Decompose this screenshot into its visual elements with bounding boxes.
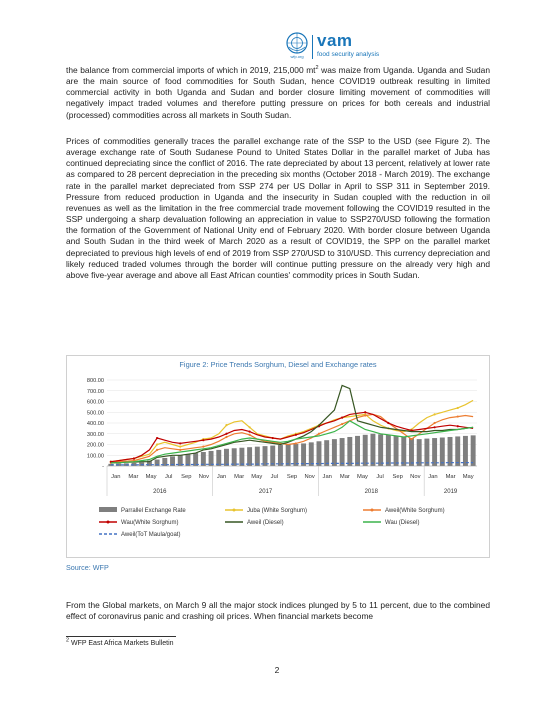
- x-tick-label: Jan: [428, 474, 438, 480]
- x-tick-label: Jan: [111, 474, 121, 480]
- legend-label: Wau(White Sorghum): [121, 520, 179, 526]
- logo-divider: [312, 35, 313, 59]
- exchange-rate-bar: [370, 434, 375, 466]
- exchange-rate-bar: [317, 441, 322, 466]
- y-tick-label: 500.00: [86, 410, 104, 417]
- exchange-rate-bar: [448, 437, 453, 466]
- legend-marker: [371, 509, 374, 512]
- series-point: [364, 414, 366, 416]
- logo-subtitle: food security analysis: [317, 51, 380, 58]
- exchange-rate-bar: [463, 436, 468, 466]
- exchange-rate-bar: [332, 439, 337, 466]
- series-point: [295, 442, 297, 444]
- x-tick-label: Mar: [445, 474, 456, 480]
- x-tick-label: Nov: [304, 474, 315, 480]
- exchange-rate-bar: [286, 445, 291, 467]
- y-tick-label: 300.00: [86, 431, 104, 438]
- series-point: [434, 426, 436, 428]
- year-label: 2018: [364, 489, 378, 495]
- series-point: [249, 431, 251, 433]
- x-tick-label: Jul: [164, 474, 173, 480]
- y-tick-label: 100.00: [86, 453, 104, 460]
- exchange-rate-bar: [424, 439, 429, 466]
- exchange-rate-bar: [255, 447, 260, 466]
- series-point: [457, 425, 459, 427]
- exchange-rate-bar: [270, 446, 275, 466]
- series-point: [387, 422, 389, 424]
- series-point: [202, 446, 204, 448]
- series-point: [457, 407, 459, 409]
- x-tick-label: Jan: [216, 474, 227, 480]
- exchange-rate-bar: [417, 439, 422, 466]
- exchange-rate-bar: [440, 438, 445, 466]
- series-point: [434, 413, 436, 415]
- exchange-rate-bar: [363, 435, 368, 466]
- exchange-rate-bar: [224, 449, 229, 466]
- series-point: [410, 438, 412, 440]
- exchange-rate-bar: [293, 444, 298, 466]
- series-point: [434, 422, 436, 424]
- series-point: [156, 437, 158, 439]
- legend-label: Aweil(ToT Maula/goat): [121, 532, 181, 538]
- exchange-rate-bar: [471, 435, 476, 466]
- exchange-rate-bar: [278, 445, 283, 466]
- y-tick-label: 200.00: [86, 442, 104, 449]
- exchange-rate-bar: [309, 442, 314, 466]
- x-tick-label: Jul: [376, 474, 384, 480]
- legend-marker: [107, 521, 110, 524]
- footnote-rule: [66, 636, 176, 637]
- x-tick-label: Sep: [286, 474, 298, 480]
- series-point: [457, 415, 459, 417]
- series-point: [202, 439, 204, 441]
- logo-org: wfp.org: [290, 54, 304, 59]
- series-point: [179, 449, 181, 451]
- figure-source: Source: WFP: [66, 563, 109, 572]
- exchange-rate-bar: [340, 438, 345, 466]
- chart-title: Figure 2: Price Trends Sorghum, Diesel and Exchange rates: [179, 360, 377, 369]
- page-number: 2: [274, 665, 280, 675]
- series-point: [341, 417, 343, 419]
- x-tick-label: Jan: [322, 474, 332, 480]
- series-point: [156, 449, 158, 451]
- legend-swatch: [99, 507, 117, 512]
- exchange-rate-bar: [394, 436, 399, 466]
- x-tick-label: Sep: [392, 474, 403, 480]
- paragraph-imports-b: was maize from Uganda. Uganda and Sudan are the main source of food commodities for South Sudan, hence COVID19 outbreak resulting in limited commercial activity in both Uganda and Sudan and border closure limiting movement of commodities will negatively impact traded volumes and therefore putting pressure on prices for both cereals and industrial (processed) commodities across all markets in South Sudan.: [66, 65, 490, 120]
- legend-label: Wau (Diesel): [385, 520, 420, 526]
- exchange-rate-bar: [432, 438, 437, 466]
- x-tick-label: Sep: [181, 474, 192, 480]
- footnote-text: WFP East Africa Markets Bulletin: [69, 640, 174, 647]
- exchange-rate-bar: [401, 437, 406, 466]
- exchange-rate-bar: [455, 436, 460, 466]
- exchange-rate-bar: [409, 438, 414, 466]
- wfp-vam-logo: [286, 32, 396, 64]
- series-point: [225, 424, 227, 426]
- x-tick-label: Nov: [410, 474, 421, 480]
- year-label: 2016: [153, 489, 167, 495]
- footnote-ref[interactable]: 2: [315, 65, 319, 72]
- footnote: [66, 637, 174, 647]
- paragraph-imports: [66, 65, 490, 121]
- y-tick-label: 600.00: [86, 399, 104, 406]
- exchange-rate-bar: [347, 437, 352, 466]
- exchange-rate-bar: [301, 443, 306, 466]
- paragraph-imports-a: the balance from commercial imports of which in 2019, 215,000 mt: [66, 65, 316, 75]
- x-tick-label: Jul: [270, 474, 279, 480]
- series-point: [295, 434, 297, 436]
- legend-label: Juba (White Sorghum): [247, 508, 308, 514]
- footnote-number: 2: [66, 637, 70, 644]
- exchange-rate-bar: [239, 448, 244, 466]
- paragraph-exchange-rate: Prices of commodities generally traces the parallel exchange rate of the SSP to the USD (see Figure 2). The average exchange rate of South Sudanese Pound to United States Dollar in the parallel market of Juba has continued depreciating since the conflict of 2016. The rate depreciated by about 13 percent, relatively at lower rate as compared to 28 percent depreciation in the preceding six months (October 2018 - March 2019). The exchange rate in the parallel market depreciated from SSP 274 per US Dollar in April to SSP 311 in September 2019. Pressure from reduced production in Uganda and the insecurity in Sudan coupled with the reduction in oil revenues as well as the limitation in the free commercial trade movement following the COVID19 resulted in the SSP undergoing a sharp devaluation following an appreciation in value to SSP270/USD following the formation the formation of the Government of National Unity end of February 2020. With border closure between Uganda and South Sudan in the third week of March 2020 as a result of COVID19, the SPP on the parallel market depreciated to previous high levels of end of 2019 from SSP 270/USD to 310/USD. This currency depreciation and likely reduced traded volumes through the border will continue putting pressure on the already very high and above five-year average and above all East African counties' commodity prices in South Sudan.: [66, 136, 490, 280]
- exchange-rate-bar: [247, 447, 252, 466]
- wfp-emblem-icon: [286, 32, 308, 54]
- paragraph-global-markets: From the Global markets, on March 9 all the major stock indices plunged by 5 to 11 percent, due to the combined effect of coronavirus panic and crashing oil prices. When financial markets become: [66, 600, 490, 622]
- y-tick-label: 700.00: [86, 388, 104, 395]
- y-tick-label: 800.00: [86, 378, 104, 384]
- chart-canvas: [67, 356, 489, 557]
- series-point: [156, 443, 158, 445]
- series-point: [179, 446, 181, 448]
- exchange-rate-bar: [386, 435, 391, 466]
- legend-label: Parrallel Exchange Rate: [121, 508, 186, 514]
- legend-label: Aweil(White Sorghum): [385, 508, 445, 514]
- exchange-rate-bar: [263, 446, 268, 466]
- series-point: [318, 433, 320, 435]
- y-tick-label: -: [102, 464, 104, 470]
- series-point: [225, 433, 227, 435]
- series-point: [364, 411, 366, 413]
- year-label: 2019: [443, 489, 458, 495]
- x-tick-label: May: [145, 474, 157, 480]
- x-tick-label: Mar: [128, 474, 139, 480]
- series-point: [225, 436, 227, 438]
- exchange-rate-bar: [216, 450, 221, 466]
- x-tick-label: May: [462, 474, 474, 480]
- y-tick-label: 400.00: [86, 421, 104, 427]
- legend-marker: [233, 509, 236, 512]
- x-tick-label: Mar: [339, 474, 350, 480]
- series-point: [272, 437, 274, 439]
- series-point: [133, 457, 135, 459]
- series-point: [249, 434, 251, 436]
- year-label: 2017: [258, 489, 273, 495]
- x-tick-label: May: [356, 474, 368, 480]
- x-tick-label: Mar: [234, 474, 245, 480]
- x-tick-label: May: [251, 474, 263, 480]
- logo-vam-text: vam: [317, 31, 353, 50]
- exchange-rate-bar: [324, 440, 329, 466]
- legend-label: Aweil (Diesel): [247, 520, 284, 526]
- series-point: [341, 423, 343, 425]
- series-point: [249, 426, 251, 428]
- x-tick-label: Nov: [198, 474, 210, 480]
- exchange-rate-bar: [378, 434, 383, 466]
- exchange-rate-bar: [355, 436, 360, 466]
- series-point: [179, 442, 181, 444]
- price-trends-chart: [66, 355, 490, 558]
- exchange-rate-bar: [232, 448, 237, 466]
